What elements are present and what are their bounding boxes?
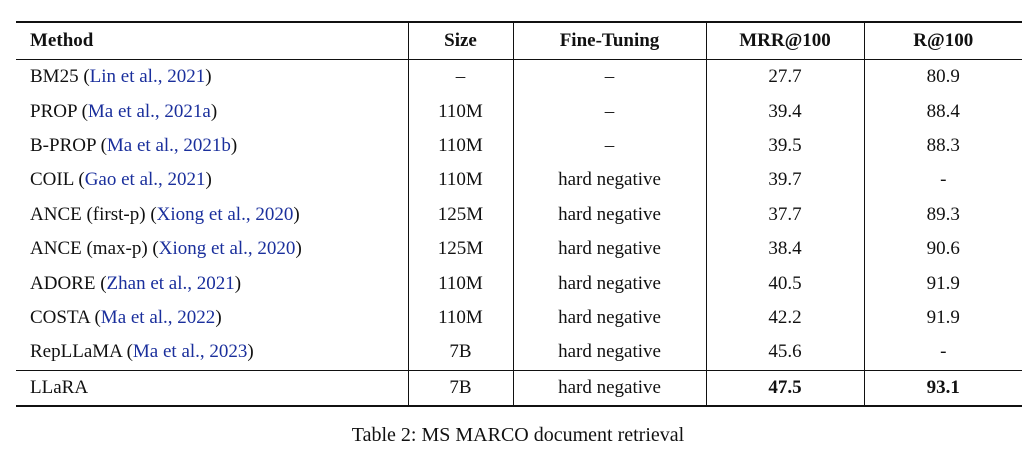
- size-cell: 110M: [408, 266, 513, 300]
- method-cell: ADORE (Zhan et al., 2021): [30, 272, 242, 294]
- table-row: [16, 60, 1022, 95]
- fine-tuning-cell: hard negative: [513, 232, 706, 266]
- citation-link[interactable]: Ma et al., 2021a: [87, 100, 211, 122]
- size-cell: 110M: [408, 163, 513, 197]
- header-method: Method: [30, 30, 94, 51]
- fine-tuning-cell: hard negative: [513, 163, 706, 197]
- results-table-container: [16, 21, 1022, 407]
- header-size: Size: [408, 22, 513, 60]
- table-row: [16, 94, 1022, 128]
- citation-link[interactable]: Ma et al., 2021b: [106, 134, 231, 156]
- size-cell: 7B: [408, 335, 513, 370]
- table-header-row: [16, 22, 1022, 60]
- recall-cell: 89.3: [864, 198, 1022, 232]
- recall-cell: -: [864, 163, 1022, 197]
- method-cell: B-PROP (Ma et al., 2021b): [30, 134, 238, 156]
- size-cell: 110M: [408, 94, 513, 128]
- method-cell: ANCE (first-p) (Xiong et al., 2020): [30, 203, 300, 225]
- mrr-cell: 37.7: [706, 198, 864, 232]
- recall-cell: 80.9: [864, 60, 1022, 95]
- method-name: ADORE: [30, 272, 96, 294]
- recall-cell: -: [864, 335, 1022, 370]
- table-row-llara: [16, 370, 1022, 406]
- citation-link[interactable]: Ma et al., 2023: [132, 341, 248, 363]
- header-fine-tuning: Fine-Tuning: [513, 22, 706, 60]
- table-caption: Table 2: MS MARCO document retrieval: [351, 424, 685, 446]
- citation-link[interactable]: Ma et al., 2022: [100, 306, 216, 328]
- method-name: COSTA: [30, 306, 90, 328]
- mrr-cell-best: 47.5: [706, 370, 864, 406]
- method-cell: LLaRA: [30, 376, 89, 398]
- fine-tuning-cell: –: [513, 129, 706, 163]
- recall-cell: 88.4: [864, 94, 1022, 128]
- table-row: [16, 163, 1022, 197]
- fine-tuning-cell: hard negative: [513, 335, 706, 370]
- citation-link[interactable]: Lin et al., 2021: [89, 66, 206, 88]
- mrr-cell: 39.7: [706, 163, 864, 197]
- size-cell: 125M: [408, 198, 513, 232]
- header-recall: R@100: [864, 22, 1022, 60]
- recall-cell-best: 93.1: [864, 370, 1022, 406]
- table-row: [16, 129, 1022, 163]
- method-cell: RepLLaMA (Ma et al., 2023): [30, 341, 254, 363]
- method-name: COIL: [30, 169, 74, 191]
- method-cell: BM25 (Lin et al., 2021): [30, 66, 212, 88]
- mrr-cell: 39.4: [706, 94, 864, 128]
- size-cell: 110M: [408, 301, 513, 335]
- table-row: [16, 335, 1022, 370]
- recall-cell: 91.9: [864, 266, 1022, 300]
- method-name: RepLLaMA: [30, 341, 122, 363]
- results-table: [16, 21, 1022, 407]
- fine-tuning-cell: hard negative: [513, 198, 706, 232]
- citation-link[interactable]: Zhan et al., 2021: [106, 272, 235, 294]
- table-row: [16, 266, 1022, 300]
- mrr-cell: 42.2: [706, 301, 864, 335]
- citation-link[interactable]: Xiong et al., 2020: [156, 203, 294, 225]
- fine-tuning-cell: –: [513, 94, 706, 128]
- method-name: BM25: [30, 66, 79, 88]
- citation-link[interactable]: Gao et al., 2021: [84, 169, 206, 191]
- fine-tuning-cell: –: [513, 60, 706, 95]
- method-name: ANCE (max-p): [30, 238, 148, 260]
- method-cell: PROP (Ma et al., 2021a): [30, 100, 218, 122]
- size-cell: 125M: [408, 232, 513, 266]
- method-name: B-PROP: [30, 134, 96, 156]
- size-cell: –: [408, 60, 513, 95]
- size-cell: 110M: [408, 129, 513, 163]
- mrr-cell: 45.6: [706, 335, 864, 370]
- header-mrr: MRR@100: [706, 22, 864, 60]
- size-cell: 7B: [408, 370, 513, 406]
- fine-tuning-cell: hard negative: [513, 301, 706, 335]
- recall-cell: 91.9: [864, 301, 1022, 335]
- method-cell: ANCE (max-p) (Xiong et al., 2020): [30, 238, 302, 260]
- mrr-cell: 27.7: [706, 60, 864, 95]
- table-row: [16, 198, 1022, 232]
- mrr-cell: 40.5: [706, 266, 864, 300]
- mrr-cell: 38.4: [706, 232, 864, 266]
- method-name: ANCE (first-p): [30, 203, 146, 225]
- method-cell: COSTA (Ma et al., 2022): [30, 306, 222, 328]
- mrr-cell: 39.5: [706, 129, 864, 163]
- table-row: [16, 232, 1022, 266]
- recall-cell: 90.6: [864, 232, 1022, 266]
- recall-cell: 88.3: [864, 129, 1022, 163]
- table-row: [16, 301, 1022, 335]
- method-name: PROP: [30, 100, 77, 122]
- citation-link[interactable]: Xiong et al., 2020: [158, 238, 296, 260]
- fine-tuning-cell: hard negative: [513, 370, 706, 406]
- method-cell: COIL (Gao et al., 2021): [30, 169, 212, 191]
- fine-tuning-cell: hard negative: [513, 266, 706, 300]
